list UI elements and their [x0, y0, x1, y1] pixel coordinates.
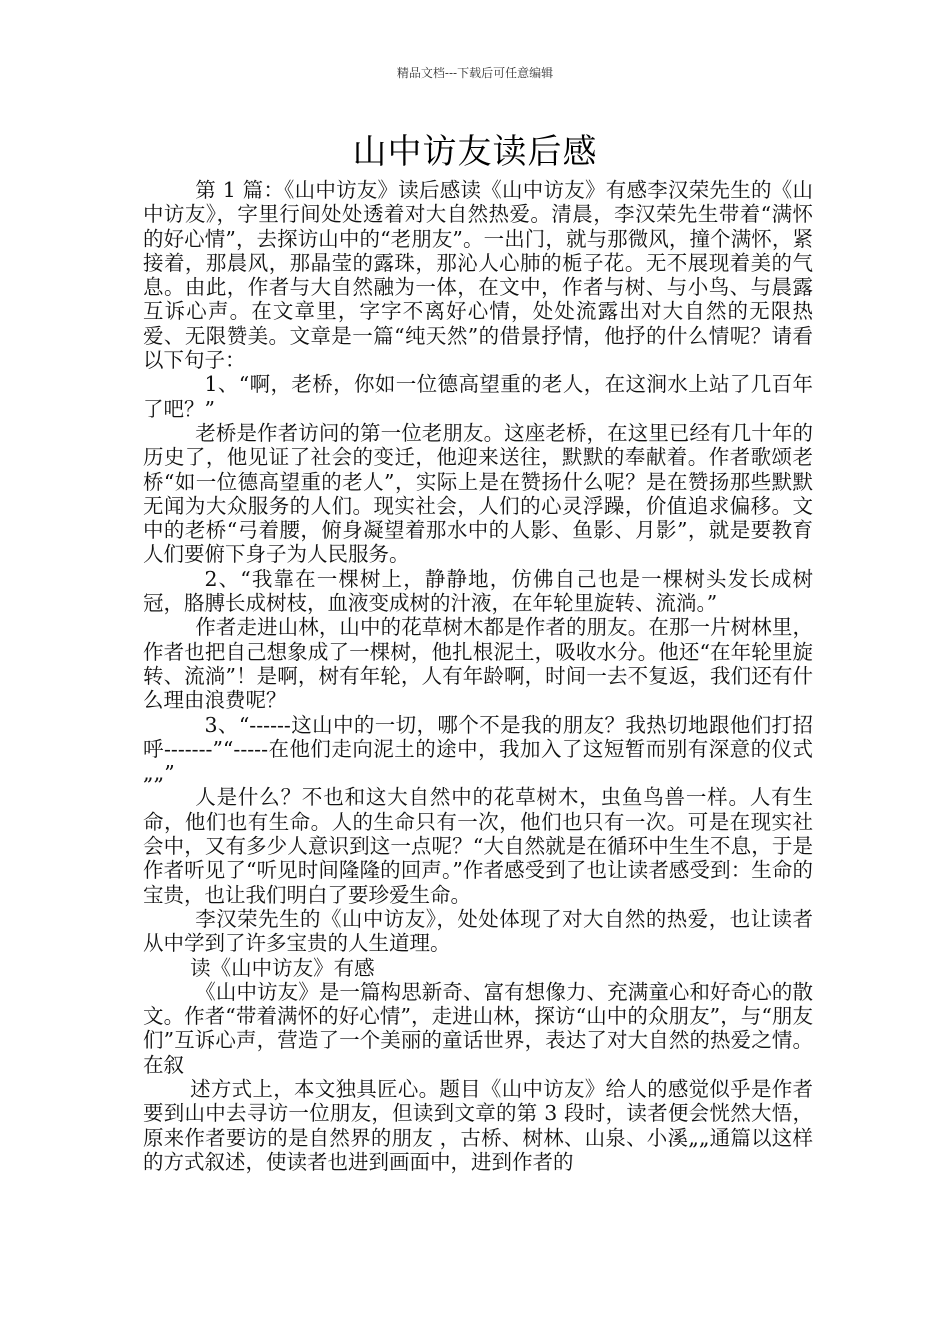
- paragraph-old-bridge: 老桥是作者访问的第一位老朋友。这座老桥，在这里已经有几十年的历史了，他见证了社会的变迁，他迎来送往，默默的奉献着。作者歌颂老桥“如一位德高望重的老人”，实际上是在赞扬什么呢？是在赞扬那些默默无闻为大众服务的人们。现实社会，人们的心灵浮躁，价值追求偏移。文中的老桥“弓着腰，俯身凝望着那水中的人影、鱼影、月影”，就是要教育人们要俯下身子为人民服务。: [143, 420, 813, 567]
- paragraph-quote-3: 3、“------这山中的一切，哪个不是我的朋友？我热切地跟他们打招呼-------”“-----在他们走向泥土的途中，我加入了这短暂而别有深意的仪式„„”: [143, 712, 813, 786]
- section-heading: 读《山中访友》有感: [190, 955, 375, 980]
- page-header: 精品文档---下载后可任意编辑: [396, 66, 554, 80]
- document-body: [143, 178, 813, 1174]
- document-title: 山中访友读后感: [352, 132, 598, 172]
- paragraph-quote-1: 1、“啊，老桥，你如一位德高望重的老人，在这涧水上站了几百年了吧？”: [143, 372, 813, 421]
- paragraph-essay-intro: 《山中访友》是一篇构思新奇、富有想像力、充满童心和好奇心的散文。作者“带着满怀的好心情”，走进山林，探访“山中的众朋友”，与“朋友们”互诉心声，营造了一个美丽的童话世界，表达了对大自然的热爱之情。 在叙: [143, 979, 813, 1077]
- paragraph-forest: 作者走进山林，山中的花草树木都是作者的朋友。在那一片树林里，作者也把自己想象成了一棵树，他扎根泥土，吸收水分。他还“在年轮里旋转、流淌”！是啊，树有年轮，人有年龄啊，时间一去不复返，我们还有什么理由浪费呢？: [143, 615, 813, 713]
- paragraph-quote-2: 2、“我靠在一棵树上，静静地，仿佛自己也是一棵树头发长成树冠，胳膊长成树枝，血液变成树的汁液，在年轮里旋转、流淌。”: [143, 566, 813, 616]
- paragraph-conclusion: 李汉荣先生的《山中访友》，处处体现了对大自然的热爱，也让读者从中学到了许多宝贵的人生道理。: [143, 906, 813, 956]
- paragraph-narration: 述方式上，本文独具匠心。题目《山中访友》给人的感觉似乎是作者要到山中去寻访一位朋友，但读到文章的第 3 段时，读者便会恍然大悟，原来作者要访的是自然界的朋友 ，古桥、树林、山泉、小溪„„通篇以这样的方式叙述，使读者也进到画面中，进到作者的: [143, 1076, 813, 1174]
- paragraph-intro: 第 1 篇：《山中访友》读后感读《山中访友》有感李汉荣先生的《山中访友》，字里行间处处透着对大自然热爱。清晨，李汉荣先生带着“满怀的好心情”，去探访山中的“老朋友”。一出门，就与那微风，撞个满怀，紧接着，那晨风，那晶莹的露珠，那沁人心肺的栀子花。无不展现着美的气息。由此，作者与大自然融为一体，在文中，作者与树、与小鸟、与晨露互诉心声。在文章里，字字不离好心情，处处流露出对大自然的无限热爱、无限赞美。文章是一篇“纯天然”的借景抒情，他抒的什么情呢？请看以下句子：: [143, 178, 813, 373]
- paragraph-life: 人是什么？不也和这大自然中的花草树木，虫鱼鸟兽一样。人有生命，他们也有生命。人的生命只有一次，他们也只有一次。可是在现实社会中，又有多少人意识到这一点呢？“大自然就是在循环中生生不息，于是作者听见了“听见时间隆隆的回声。”作者感受到了也让读者感受到：生命的宝贵，也让我们明白了要珍爱生命。: [143, 785, 813, 907]
